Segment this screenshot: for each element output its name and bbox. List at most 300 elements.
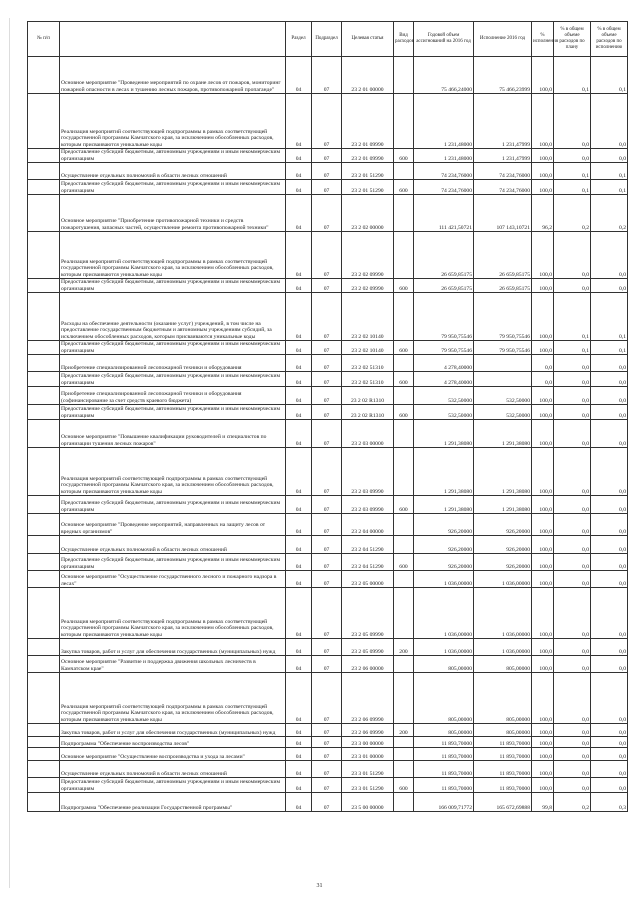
cell-name: Предоставление субсидий бюджетным, автономным учреждениям и иным некоммерческим организациям bbox=[60, 341, 286, 355]
cell-target-article: 23 2 05 00000 bbox=[342, 571, 394, 588]
cell-execution: 926,20000 bbox=[474, 536, 532, 554]
table-row bbox=[28, 588, 628, 639]
cell-podrazdel: 07 bbox=[312, 514, 342, 536]
cell-podrazdel: 07 bbox=[312, 737, 342, 748]
cell-target-article: 23 2 01 51290 bbox=[342, 180, 394, 195]
cell-expense-type bbox=[394, 94, 414, 149]
cell-podrazdel: 07 bbox=[312, 341, 342, 355]
cell-share-plan: 0,0 bbox=[554, 94, 591, 149]
cell-target-article: 23 2 06 00000 bbox=[342, 656, 394, 673]
cell-share-plan: 0,0 bbox=[554, 232, 591, 279]
table-row bbox=[28, 514, 628, 536]
cell-razdel: 04 bbox=[286, 420, 312, 448]
cell-annual-plan: 166 009,71772 bbox=[414, 793, 474, 812]
cell-expense-type bbox=[394, 536, 414, 554]
cell-name: Предоставление субсидий бюджетным, автономным учреждениям и иным некоммерческим организациям bbox=[60, 405, 286, 420]
cell-execution: 1 291,38080 bbox=[474, 496, 532, 514]
cell-execution: 805,00000 bbox=[474, 673, 532, 724]
cell-share-plan: 0,0 bbox=[554, 673, 591, 724]
cell-podrazdel: 07 bbox=[312, 180, 342, 195]
cell-npp bbox=[28, 737, 60, 748]
cell-razdel: 04 bbox=[286, 341, 312, 355]
cell-npp bbox=[28, 94, 60, 149]
cell-annual-plan: 79 950,75546 bbox=[414, 293, 474, 341]
header-execution-percent: % исполнения bbox=[532, 22, 554, 57]
cell-name: Приобретение специализированной лесопожарной техники и оборудования (софинансирование за счет средств краевого бюджета) bbox=[60, 387, 286, 405]
cell-expense-type bbox=[394, 793, 414, 812]
cell-razdel: 04 bbox=[286, 180, 312, 195]
header-npp: № п/п bbox=[28, 22, 60, 57]
cell-razdel: 04 bbox=[286, 793, 312, 812]
cell-podrazdel: 07 bbox=[312, 673, 342, 724]
header-row bbox=[28, 22, 628, 57]
cell-annual-plan: 532,50000 bbox=[414, 387, 474, 405]
cell-share-execution: 0,0 bbox=[591, 514, 628, 536]
cell-podrazdel: 07 bbox=[312, 94, 342, 149]
cell-expense-type bbox=[394, 737, 414, 748]
cell-share-execution: 0,0 bbox=[591, 778, 628, 793]
cell-razdel: 04 bbox=[286, 195, 312, 232]
cell-share-execution: 0,0 bbox=[591, 405, 628, 420]
cell-npp bbox=[28, 673, 60, 724]
cell-razdel: 04 bbox=[286, 514, 312, 536]
cell-expense-type bbox=[394, 656, 414, 673]
cell-name: Закупка товаров, работ и услуг для обеспечения государственных (муниципальных) нужд bbox=[60, 724, 286, 737]
cell-share-execution: 0,0 bbox=[591, 639, 628, 656]
cell-execution-percent: 100,0 bbox=[532, 180, 554, 195]
table-row bbox=[28, 341, 628, 355]
cell-execution bbox=[474, 372, 532, 387]
cell-name: Предоставление субсидий бюджетным, автономным учреждениям и иным некоммерческим организациям bbox=[60, 149, 286, 163]
table-body bbox=[28, 57, 628, 812]
table-row bbox=[28, 737, 628, 748]
cell-annual-plan: 74 234,76000 bbox=[414, 180, 474, 195]
cell-razdel: 04 bbox=[286, 778, 312, 793]
cell-target-article: 23 2 02 R1310 bbox=[342, 405, 394, 420]
cell-podrazdel: 07 bbox=[312, 724, 342, 737]
cell-name: Основное мероприятие "Повышение квалификации руководителей и специалистов по организации тушения лесных пожаров" bbox=[60, 420, 286, 448]
cell-target-article: 23 3 01 51290 bbox=[342, 778, 394, 793]
cell-annual-plan: 926,20000 bbox=[414, 536, 474, 554]
cell-npp bbox=[28, 372, 60, 387]
cell-npp bbox=[28, 293, 60, 341]
cell-name: Предоставление субсидий бюджетным, автономным учреждениям и иным некоммерческим организациям bbox=[60, 496, 286, 514]
cell-annual-plan: 26 659,85175 bbox=[414, 232, 474, 279]
cell-annual-plan: 11 893,70000 bbox=[414, 778, 474, 793]
cell-podrazdel: 07 bbox=[312, 387, 342, 405]
table-row bbox=[28, 571, 628, 588]
cell-expense-type bbox=[394, 761, 414, 778]
cell-name: Основное мероприятие "Приобретение противопожарной техники и средств пожаротушения, запасных частей, осуществление ремонта противопожарной техники" bbox=[60, 195, 286, 232]
cell-podrazdel: 07 bbox=[312, 448, 342, 496]
cell-npp bbox=[28, 163, 60, 180]
cell-share-plan: 0,0 bbox=[554, 387, 591, 405]
cell-razdel: 04 bbox=[286, 232, 312, 279]
cell-annual-plan: 532,50000 bbox=[414, 405, 474, 420]
cell-expense-type bbox=[394, 588, 414, 639]
cell-podrazdel: 07 bbox=[312, 778, 342, 793]
cell-expense-type bbox=[394, 748, 414, 761]
cell-expense-type: 600 bbox=[394, 778, 414, 793]
cell-target-article: 23 5 00 00000 bbox=[342, 793, 394, 812]
cell-name: Предоставление субсидий бюджетным, автономным учреждениям и иным некоммерческим организациям bbox=[60, 778, 286, 793]
cell-podrazdel: 07 bbox=[312, 554, 342, 571]
cell-expense-type: 600 bbox=[394, 180, 414, 195]
cell-execution-percent: 100,0 bbox=[532, 405, 554, 420]
cell-razdel: 04 bbox=[286, 293, 312, 341]
table-header bbox=[28, 22, 628, 57]
cell-share-execution: 0,0 bbox=[591, 387, 628, 405]
table-row bbox=[28, 536, 628, 554]
cell-name: Предоставление субсидий бюджетным, автономным учреждениям и иным некоммерческим организациям bbox=[60, 554, 286, 571]
cell-npp bbox=[28, 571, 60, 588]
cell-razdel: 04 bbox=[286, 761, 312, 778]
table-row bbox=[28, 405, 628, 420]
cell-expense-type: 600 bbox=[394, 405, 414, 420]
cell-execution-percent: 100,0 bbox=[532, 737, 554, 748]
cell-share-plan: 0,0 bbox=[554, 554, 591, 571]
table-row bbox=[28, 761, 628, 778]
cell-share-plan: 0,1 bbox=[554, 293, 591, 341]
cell-razdel: 04 bbox=[286, 656, 312, 673]
table-row bbox=[28, 793, 628, 812]
cell-share-plan: 0,2 bbox=[554, 195, 591, 232]
cell-execution-percent: 100,0 bbox=[532, 496, 554, 514]
header-share-plan: % в общем объеме расходов по плану bbox=[554, 22, 591, 57]
cell-execution: 79 950,75546 bbox=[474, 293, 532, 341]
cell-podrazdel: 07 bbox=[312, 163, 342, 180]
cell-execution-percent: 100,0 bbox=[532, 536, 554, 554]
header-name bbox=[60, 22, 286, 57]
cell-expense-type: 600 bbox=[394, 149, 414, 163]
cell-share-plan: 0,0 bbox=[554, 748, 591, 761]
header-execution: Исполнение 2016 год bbox=[474, 22, 532, 57]
cell-target-article: 23 2 04 51290 bbox=[342, 554, 394, 571]
cell-execution: 926,20000 bbox=[474, 514, 532, 536]
cell-npp bbox=[28, 778, 60, 793]
cell-execution: 1 036,00000 bbox=[474, 588, 532, 639]
cell-razdel: 04 bbox=[286, 554, 312, 571]
cell-share-execution: 0,0 bbox=[591, 588, 628, 639]
cell-npp bbox=[28, 793, 60, 812]
cell-razdel: 04 bbox=[286, 737, 312, 748]
cell-razdel: 04 bbox=[286, 355, 312, 372]
cell-razdel: 04 bbox=[286, 57, 312, 94]
cell-razdel: 04 bbox=[286, 639, 312, 656]
cell-expense-type bbox=[394, 420, 414, 448]
cell-target-article: 23 3 01 00000 bbox=[342, 748, 394, 761]
cell-annual-plan: 926,20000 bbox=[414, 514, 474, 536]
cell-execution: 805,00000 bbox=[474, 724, 532, 737]
cell-share-execution: 0,0 bbox=[591, 737, 628, 748]
cell-podrazdel: 07 bbox=[312, 420, 342, 448]
cell-npp bbox=[28, 195, 60, 232]
cell-share-execution: 0,0 bbox=[591, 748, 628, 761]
cell-share-plan: 0,0 bbox=[554, 514, 591, 536]
cell-npp bbox=[28, 724, 60, 737]
cell-execution: 1 231,47999 bbox=[474, 94, 532, 149]
cell-name: Реализация мероприятий соответствующей подпрограммы в рамках соответствующей государственной программы Камчатского края, за исключением обособленных расходов, которым присваиваются уникальные коды bbox=[60, 94, 286, 149]
cell-share-plan: 0,0 bbox=[554, 420, 591, 448]
cell-target-article: 23 3 01 51290 bbox=[342, 761, 394, 778]
cell-execution-percent: 100,0 bbox=[532, 588, 554, 639]
cell-annual-plan: 1 231,48000 bbox=[414, 94, 474, 149]
cell-podrazdel: 07 bbox=[312, 355, 342, 372]
cell-share-plan: 0,1 bbox=[554, 180, 591, 195]
cell-npp bbox=[28, 232, 60, 279]
cell-share-plan: 0,0 bbox=[554, 571, 591, 588]
cell-annual-plan: 805,00000 bbox=[414, 656, 474, 673]
cell-execution: 1 036,00000 bbox=[474, 639, 532, 656]
cell-podrazdel: 07 bbox=[312, 279, 342, 293]
cell-share-execution: 0,0 bbox=[591, 279, 628, 293]
cell-annual-plan: 1 036,00000 bbox=[414, 639, 474, 656]
cell-execution-percent: 100,0 bbox=[532, 748, 554, 761]
cell-expense-type bbox=[394, 195, 414, 232]
table-row bbox=[28, 554, 628, 571]
cell-razdel: 04 bbox=[286, 279, 312, 293]
cell-share-execution: 0,0 bbox=[591, 420, 628, 448]
cell-share-plan: 0,0 bbox=[554, 778, 591, 793]
cell-expense-type bbox=[394, 232, 414, 279]
cell-share-execution: 0,3 bbox=[591, 793, 628, 812]
cell-share-plan: 0,0 bbox=[554, 724, 591, 737]
cell-name: Реализация мероприятий соответствующей подпрограммы в рамках соответствующей государственной программы Камчатского края, за исключением обособленных расходов, которым присваиваются уникальные коды bbox=[60, 673, 286, 724]
cell-annual-plan: 75 466,24000 bbox=[414, 57, 474, 94]
cell-podrazdel: 07 bbox=[312, 536, 342, 554]
table-row bbox=[28, 163, 628, 180]
cell-npp bbox=[28, 149, 60, 163]
cell-podrazdel: 07 bbox=[312, 571, 342, 588]
table-row bbox=[28, 149, 628, 163]
cell-share-plan: 0,0 bbox=[554, 656, 591, 673]
table-row bbox=[28, 420, 628, 448]
cell-share-plan: 0,2 bbox=[554, 793, 591, 812]
header-target-article: Целевая статья bbox=[342, 22, 394, 57]
cell-name: Подпрограмма "Обеспечение реализации Государственной программы" bbox=[60, 793, 286, 812]
cell-name: Предоставление субсидий бюджетным, автономным учреждениям и иным некоммерческим организациям bbox=[60, 279, 286, 293]
cell-razdel: 04 bbox=[286, 163, 312, 180]
cell-expense-type: 200 bbox=[394, 724, 414, 737]
cell-execution: 11 893,70000 bbox=[474, 761, 532, 778]
cell-share-execution: 0,1 bbox=[591, 57, 628, 94]
table-row bbox=[28, 656, 628, 673]
cell-target-article: 23 2 02 51310 bbox=[342, 355, 394, 372]
table-row bbox=[28, 94, 628, 149]
cell-target-article: 23 2 02 51310 bbox=[342, 372, 394, 387]
cell-podrazdel: 07 bbox=[312, 149, 342, 163]
cell-execution-percent: 96,2 bbox=[532, 195, 554, 232]
cell-target-article: 23 2 02 09990 bbox=[342, 232, 394, 279]
cell-razdel: 04 bbox=[286, 94, 312, 149]
cell-razdel: 04 bbox=[286, 387, 312, 405]
cell-share-execution: 0,0 bbox=[591, 448, 628, 496]
cell-name: Закупка товаров, работ и услуг для обеспечения государственных (муниципальных) нужд bbox=[60, 639, 286, 656]
cell-share-execution: 0,0 bbox=[591, 372, 628, 387]
cell-annual-plan: 1 036,00000 bbox=[414, 588, 474, 639]
cell-execution: 165 672,69888 bbox=[474, 793, 532, 812]
cell-execution-percent: 100,0 bbox=[532, 571, 554, 588]
cell-expense-type bbox=[394, 387, 414, 405]
cell-expense-type bbox=[394, 571, 414, 588]
cell-share-plan: 0,0 bbox=[554, 496, 591, 514]
cell-expense-type: 600 bbox=[394, 496, 414, 514]
cell-share-execution: 0,2 bbox=[591, 195, 628, 232]
cell-execution-percent: 100,0 bbox=[532, 514, 554, 536]
cell-execution-percent: 100,0 bbox=[532, 293, 554, 341]
budget-execution-table bbox=[27, 21, 628, 812]
cell-name: Предоставление субсидий бюджетным, автономным учреждениям и иным некоммерческим организациям bbox=[60, 372, 286, 387]
cell-target-article: 23 2 02 R1310 bbox=[342, 387, 394, 405]
cell-npp bbox=[28, 748, 60, 761]
cell-podrazdel: 07 bbox=[312, 372, 342, 387]
cell-podrazdel: 07 bbox=[312, 496, 342, 514]
cell-execution: 1 231,47999 bbox=[474, 149, 532, 163]
cell-execution: 1 291,38080 bbox=[474, 420, 532, 448]
cell-annual-plan: 1 036,00000 bbox=[414, 571, 474, 588]
cell-execution-percent: 99,8 bbox=[532, 793, 554, 812]
cell-annual-plan: 1 291,38080 bbox=[414, 448, 474, 496]
cell-target-article: 23 2 02 00000 bbox=[342, 195, 394, 232]
cell-execution-percent: 100,0 bbox=[532, 94, 554, 149]
cell-name: Основное мероприятие "Осуществление воспроизводства и ухода за лесами" bbox=[60, 748, 286, 761]
cell-target-article: 23 2 05 09990 bbox=[342, 639, 394, 656]
cell-share-execution: 0,0 bbox=[591, 554, 628, 571]
cell-target-article: 23 2 01 09990 bbox=[342, 149, 394, 163]
cell-npp bbox=[28, 514, 60, 536]
cell-share-plan: 0,0 bbox=[554, 761, 591, 778]
cell-share-plan: 0,0 bbox=[554, 639, 591, 656]
cell-execution: 107 143,10721 bbox=[474, 195, 532, 232]
cell-share-plan: 0,0 bbox=[554, 536, 591, 554]
cell-share-plan: 0,1 bbox=[554, 163, 591, 180]
cell-target-article: 23 2 04 00000 bbox=[342, 514, 394, 536]
cell-annual-plan: 26 659,85175 bbox=[414, 279, 474, 293]
header-expense-type: Вид расходов bbox=[394, 22, 414, 57]
cell-npp bbox=[28, 341, 60, 355]
cell-expense-type bbox=[394, 673, 414, 724]
cell-execution-percent: 100,0 bbox=[532, 639, 554, 656]
cell-execution: 75 466,23999 bbox=[474, 57, 532, 94]
cell-target-article: 23 2 06 09990 bbox=[342, 673, 394, 724]
cell-annual-plan: 11 893,70000 bbox=[414, 737, 474, 748]
cell-target-article: 23 2 03 09990 bbox=[342, 448, 394, 496]
cell-share-execution: 0,0 bbox=[591, 94, 628, 149]
header-podrazdel: Подраздел bbox=[312, 22, 342, 57]
cell-podrazdel: 07 bbox=[312, 195, 342, 232]
cell-npp bbox=[28, 180, 60, 195]
cell-npp bbox=[28, 496, 60, 514]
cell-npp bbox=[28, 536, 60, 554]
cell-execution: 11 893,70000 bbox=[474, 748, 532, 761]
cell-npp bbox=[28, 639, 60, 656]
cell-razdel: 04 bbox=[286, 448, 312, 496]
cell-execution-percent: 0,0 bbox=[532, 372, 554, 387]
table-row bbox=[28, 673, 628, 724]
cell-expense-type bbox=[394, 355, 414, 372]
cell-share-plan: 0,0 bbox=[554, 372, 591, 387]
cell-target-article: 23 2 05 09990 bbox=[342, 588, 394, 639]
cell-share-plan: 0,1 bbox=[554, 341, 591, 355]
table-row bbox=[28, 778, 628, 793]
cell-name: Расходы на обеспечение деятельности (оказание услуг) учреждений, в том числе на предоставление государственным бюджетным и автономным учреждениям субсидий, за исключением обособленных расходов, которым присваиваются уникальные коды bbox=[60, 293, 286, 341]
cell-execution-percent: 100,0 bbox=[532, 387, 554, 405]
cell-annual-plan: 11 893,70000 bbox=[414, 761, 474, 778]
cell-npp bbox=[28, 656, 60, 673]
cell-expense-type: 600 bbox=[394, 372, 414, 387]
table-row bbox=[28, 355, 628, 372]
cell-share-plan: 0,0 bbox=[554, 737, 591, 748]
cell-annual-plan: 1 291,38080 bbox=[414, 420, 474, 448]
cell-npp bbox=[28, 405, 60, 420]
cell-npp bbox=[28, 420, 60, 448]
cell-execution-percent: 100,0 bbox=[532, 341, 554, 355]
cell-npp bbox=[28, 761, 60, 778]
cell-share-execution: 0,1 bbox=[591, 341, 628, 355]
cell-annual-plan: 11 893,70000 bbox=[414, 748, 474, 761]
cell-name: Реализация мероприятий соответствующей подпрограммы в рамках соответствующей государственной программы Камчатского края, за исключением обособленных расходов, которым присваиваются уникальные коды bbox=[60, 588, 286, 639]
cell-target-article: 23 2 01 09990 bbox=[342, 94, 394, 149]
cell-share-execution: 0,0 bbox=[591, 656, 628, 673]
cell-npp bbox=[28, 57, 60, 94]
cell-expense-type bbox=[394, 163, 414, 180]
cell-expense-type bbox=[394, 448, 414, 496]
cell-annual-plan: 1 291,38080 bbox=[414, 496, 474, 514]
cell-execution: 74 234,76000 bbox=[474, 163, 532, 180]
table-row bbox=[28, 195, 628, 232]
cell-name: Приобретение специализированной лесопожарной техники и оборудования bbox=[60, 355, 286, 372]
cell-podrazdel: 07 bbox=[312, 793, 342, 812]
cell-execution-percent: 100,0 bbox=[532, 149, 554, 163]
cell-expense-type: 600 bbox=[394, 341, 414, 355]
cell-name: Реализация мероприятий соответствующей подпрограммы в рамках соответствующей государственной программы Камчатского края, за исключением обособленных расходов, которым присваиваются уникальные коды bbox=[60, 232, 286, 279]
cell-name: Подпрограмма "Обеспечение воспроизводства лесов" bbox=[60, 737, 286, 748]
cell-target-article: 23 2 03 00000 bbox=[342, 420, 394, 448]
cell-razdel: 04 bbox=[286, 149, 312, 163]
table-row bbox=[28, 57, 628, 94]
cell-execution-percent: 0,0 bbox=[532, 355, 554, 372]
cell-execution-percent: 100,0 bbox=[532, 673, 554, 724]
cell-name: Реализация мероприятий соответствующей подпрограммы в рамках соответствующей государственной программы Камчатского края, за исключением обособленных расходов, которым присваиваются уникальные коды bbox=[60, 448, 286, 496]
cell-target-article: 23 2 02 10140 bbox=[342, 341, 394, 355]
table-row bbox=[28, 724, 628, 737]
header-razdel: Раздел bbox=[286, 22, 312, 57]
table-row bbox=[28, 293, 628, 341]
cell-execution: 532,50000 bbox=[474, 405, 532, 420]
cell-execution: 79 950,75546 bbox=[474, 341, 532, 355]
cell-npp bbox=[28, 355, 60, 372]
cell-name: Осуществление отдельных полномочий в области лесных отношений bbox=[60, 536, 286, 554]
cell-execution: 532,50000 bbox=[474, 387, 532, 405]
cell-share-plan: 0,0 bbox=[554, 149, 591, 163]
table-row bbox=[28, 387, 628, 405]
cell-razdel: 04 bbox=[286, 588, 312, 639]
table-row bbox=[28, 639, 628, 656]
table-row bbox=[28, 279, 628, 293]
cell-execution: 11 893,70000 bbox=[474, 737, 532, 748]
cell-name: Основное мероприятие "Осуществление государственного лесного и пожарного надзора в лесах" bbox=[60, 571, 286, 588]
cell-target-article: 23 2 04 51290 bbox=[342, 536, 394, 554]
cell-expense-type bbox=[394, 57, 414, 94]
cell-share-execution: 0,0 bbox=[591, 724, 628, 737]
cell-target-article: 23 2 02 09990 bbox=[342, 279, 394, 293]
cell-share-execution: 0,0 bbox=[591, 496, 628, 514]
cell-annual-plan: 926,20000 bbox=[414, 554, 474, 571]
cell-annual-plan: 74 234,76000 bbox=[414, 163, 474, 180]
table-row bbox=[28, 180, 628, 195]
cell-share-execution: 0,0 bbox=[591, 355, 628, 372]
cell-podrazdel: 07 bbox=[312, 656, 342, 673]
